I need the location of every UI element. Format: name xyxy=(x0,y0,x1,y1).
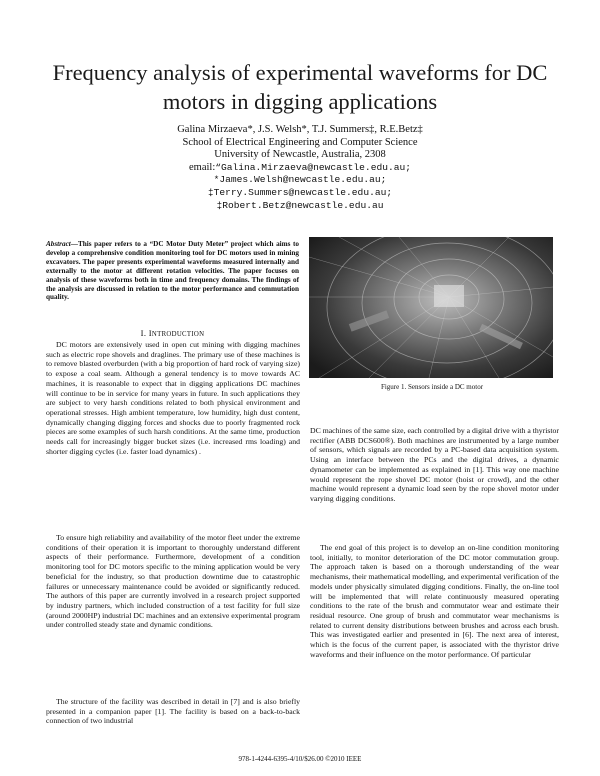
footer-copyright: 978-1-4244-6395-4/10/$26.00 ©2010 IEEE xyxy=(238,755,362,763)
figure-sensors-photo xyxy=(309,237,553,378)
intro-paragraph-1: DC motors are extensively used in open cut mining with digging machines such as electric rope shovels and draglines. The primary use of these machines is to remove blasted overburden (with a big proportion of hard rock of varying size) to expose a coal seam. Although a general tendency is to move towards AC machines, it is reasonable to expect that in digging applications DC machines will continue to be in service for many years in future. In such applications they are subject to very harsh conditions related to both physical environment and operational stresses. High ambient temperature, low humidity, high dust content, dynamically changing digging forces and shocks due to poorly fragmented rock pieces are some examples of such harsh conditions. At the same time, production needs call for increasingly bigger bucket sizes (i.e. increased rms loading) and shorter digging cycles (i.e. faster load dynamics) . xyxy=(46,340,300,456)
email-label: email: xyxy=(189,161,216,173)
affiliation-school: School of Electrical Engineering and Computer Science xyxy=(182,136,418,148)
right-paragraph-1: DC machines of the same size, each controlled by a digital drive with a thyristor rectifier (ABB DCS600®). Both machines are instrumented by a large number of sensors, which signals are recorded by a PC-based data acquisition system. Using an interface between the PCs and the digital drives, a dynamic dynamometer can be implemented as explained in [1]. This way one machine would represent the rope shovel DC motor (hoist or crowd), and the other machine would represent a dynamic load seen by the rope shovel motor under varying digging conditions. xyxy=(310,426,560,503)
author-block xyxy=(80,124,520,212)
author-names: Galina Mirzaeva*, J.S. Welsh*, T.J. Summers‡, R.E.Betz‡ xyxy=(177,124,423,135)
abstract-label: Abstract— xyxy=(46,240,78,248)
email-james: *James.Welsh@newcastle.edu.au; xyxy=(213,174,387,186)
abstract xyxy=(46,240,299,302)
email-line-1 xyxy=(80,162,520,175)
intro-paragraph-3: The structure of the facility was described in detail in [7] and is also briefly presented in a companion paper [1]. The facility is based on a back-to-back connection of two industrial xyxy=(46,697,300,726)
email-galina: “Galina.Mirzaeva@newcastle.edu.au; xyxy=(215,161,411,173)
motor-interior-photo xyxy=(309,237,553,378)
affiliation-university: University of Newcastle, Australia, 2308 xyxy=(214,149,386,161)
email-robert: ‡Robert.Betz@newcastle.edu.au xyxy=(216,199,384,211)
section-first-letter: I xyxy=(148,328,152,338)
paper-title: Frequency analysis of experimental waveforms for DC motors in digging applications xyxy=(52,60,548,114)
right-paragraph-2: The end goal of this project is to develop an on-line condition monitoring tool, initially, to monitor deterioration of the DC motor commutation group. The approach taken is based on a thorough understanding of the wear mechanisms, their mathematical modelling, and experimental verification of the models under physically simulated digging conditions. Finally, the on-line tool will be implemented that will relate continuously measured operating conditions to the rate of the brush and commutator wear and estimate their residual resource. One group of brush and commutator wear mechanisms is related to current density distributions between brushes and across each brush. This was investigated earlier and presented in [6]. The next area of interest, which is the focus of the current paper, is associated with the thyristor drive waveforms and their influence on the motor performance. Of particular xyxy=(310,543,559,659)
figure-caption: Figure 1. Sensors inside a DC motor xyxy=(380,383,484,391)
intro-paragraph-2: To ensure high reliability and availability of the motor fleet under the extreme conditions of their operation it is important to thoroughly understand different aspects of their performance. Furthermore, development of a condition monitoring tool for DC motors specific to the mining application would be very beneficial for the industry, so that production downtime due to catastrophic failures or unnecessary maintenance could be avoided or significantly reduced. The authors of this paper are currently involved in a research project supported by industry partners, which included construction of a test facility for full size (around 2000HP) industrial DC machines and an extensive experimental program under controlled steady state and dynamic conditions. xyxy=(46,533,300,630)
email-terry: ‡Terry.Summers@newcastle.edu.au; xyxy=(207,186,393,198)
section-title-rest: NTRODUCTION xyxy=(151,331,205,338)
section-number: I. xyxy=(140,328,147,338)
abstract-text: This paper refers to a “DC Motor Duty Meter” project which aims to develop a comprehensive condition monitoring tool for DC motors used in mining excavators. The paper presents experimental waveforms measured internally and externally to the motor at different rotation velocities. The paper focuses on analysis of these waveforms both in time and frequency domains. The findings of the analysis are discussed in relation to the motor performance and commutation quality. xyxy=(46,240,299,302)
section-heading-introduction xyxy=(46,328,299,338)
